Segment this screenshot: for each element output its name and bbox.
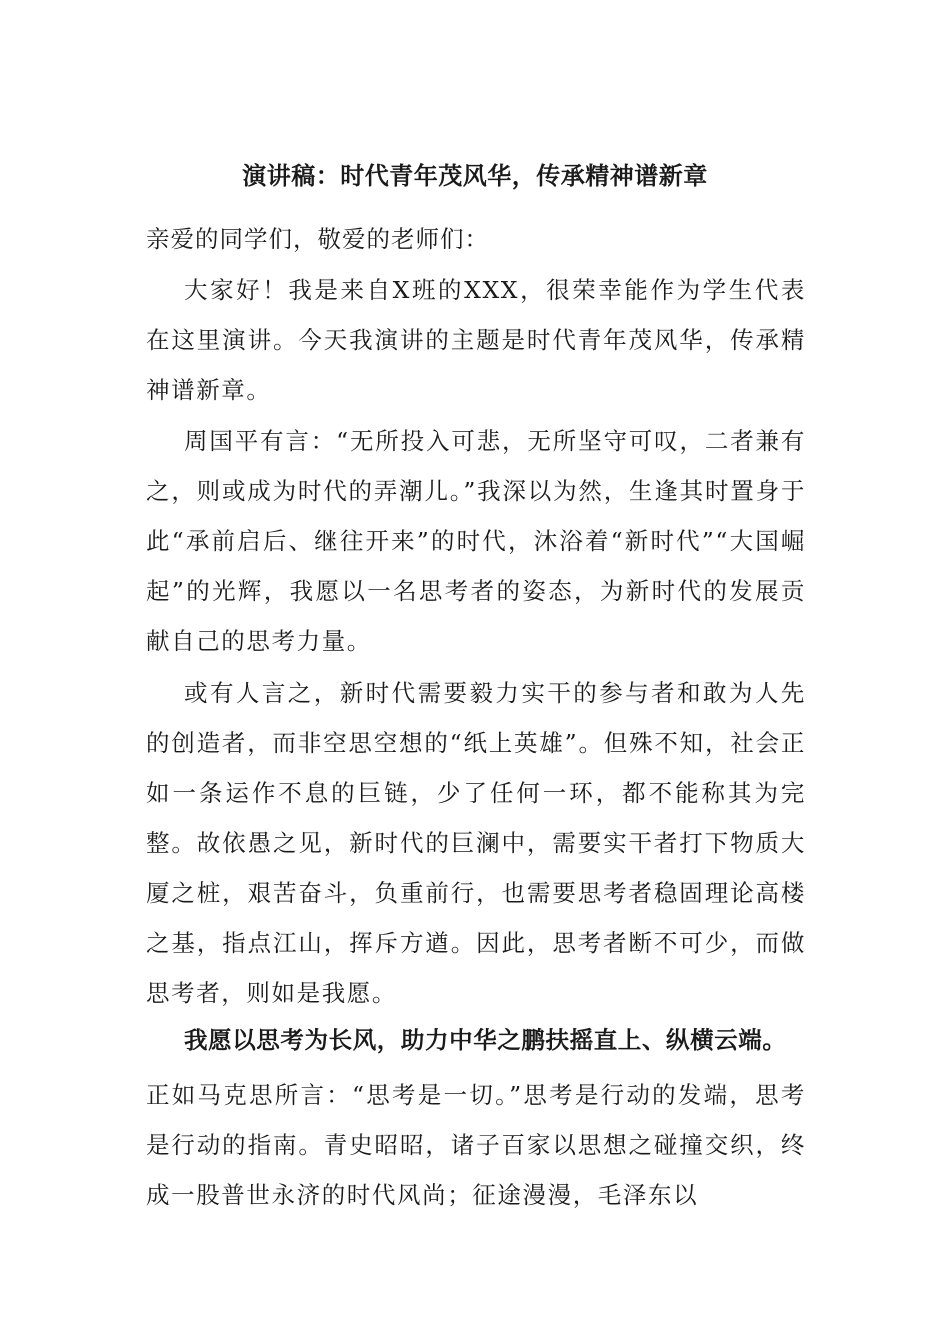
- paragraph-quote-zhou: 周国平有言：“无所投入可悲，无所坚守可叹，二者兼有之，则或成为时代的弄潮儿。”我深以为然，生逢其时置身于此“承前启后、继往开来”的时代，沐浴着“新时代”“大国崛起”的光辉，我愿以一名思考者的姿态，为新时代的发展贡献自己的思考力量。: [146, 427, 806, 655]
- paragraph-greeting: 大家好！我是来自X班的XXX，很荣幸能作为学生代表在这里演讲。今天我演讲的主题是时代青年茂风华，传承精神谱新章。: [146, 276, 806, 404]
- document-title: 演讲稿：时代青年茂风华，传承精神谱新章: [242, 162, 708, 190]
- bold-heading: 我愿以思考为长风，助力中华之鹏扶摇直上、纵横云端。: [184, 1026, 787, 1054]
- paragraph-marx-quote: 正如马克思所言：“思考是一切。”思考是行动的发端，思考是行动的指南。青史昭昭，诸子百家以思想之碰撞交织，终成一股普世永济的时代风尚；征途漫漫，毛泽东以: [146, 1081, 806, 1209]
- salutation: 亲爱的同学们，敬爱的老师们：: [146, 225, 489, 253]
- paragraph-thinker-argument: 或有人言之，新时代需要毅力实干的参与者和敢为人先的创造者，而非空思空想的“纸上英雄”。但殊不知，社会正如一条运作不息的巨链，少了任何一环，都不能称其为完整。故依愚之见，新时代的巨澜中，需要实干者打下物质大厦之桩，艰苦奋斗，负重前行，也需要思考者稳固理论高楼之基，指点江山，挥斥方遒。因此，思考者断不可少，而做思考者，则如是我愿。: [146, 679, 806, 1007]
